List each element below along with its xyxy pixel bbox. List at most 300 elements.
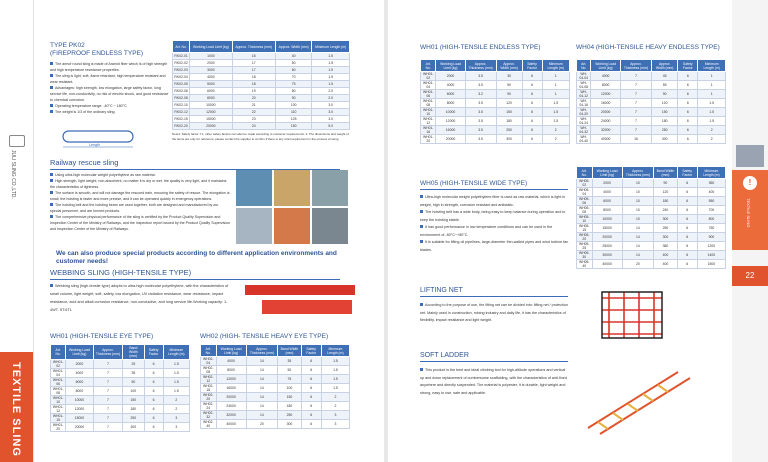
table-cell: WH-04-12 bbox=[577, 90, 591, 99]
table-cell: 24000 bbox=[591, 117, 620, 126]
table-header-row bbox=[51, 345, 190, 360]
right-edge-band bbox=[732, 0, 768, 462]
table-cell: 10 bbox=[622, 179, 654, 188]
table-cell: WH01-12 bbox=[51, 405, 66, 414]
table-cell: 300 bbox=[654, 233, 677, 242]
bullet-icon bbox=[420, 240, 423, 243]
bullet-icon bbox=[420, 368, 423, 371]
table-row bbox=[201, 420, 350, 429]
bullet-icon bbox=[420, 303, 423, 306]
table-cell: 400 bbox=[654, 251, 677, 260]
table-cell: 7 bbox=[93, 360, 123, 369]
table-row bbox=[173, 123, 350, 130]
wh02-title: WH02 (HIGH- TENSILE HEAVY EYE TYPE) bbox=[200, 333, 329, 340]
bullet-text: Using ultra-high molecular weight polyethylene as raw material. bbox=[55, 173, 156, 177]
table-row bbox=[173, 74, 350, 81]
table-cell: 1500 bbox=[697, 260, 725, 269]
bullet-icon bbox=[50, 191, 53, 194]
table-cell: 700 bbox=[697, 206, 725, 215]
table-cell: 17 bbox=[232, 60, 275, 67]
soft-ladder-section bbox=[420, 352, 570, 397]
table-cell: WH01-04 bbox=[51, 369, 66, 378]
lifting-net-description bbox=[420, 302, 570, 325]
table-cell: 6 bbox=[301, 411, 321, 420]
table-cell: 14 bbox=[622, 251, 654, 260]
company-name: JULI SLING CO.,LTD. bbox=[10, 150, 16, 199]
table-cell: 2 bbox=[321, 393, 349, 402]
table-cell: RK02-08 bbox=[174, 96, 188, 100]
lifting-net-text: According to the purpose of use, the lifting net can be divided into: lifting net / protection net. Mainly used in construction, mining industry and daily life, it has the characteristics of flexibility, impact resistance and light weight. bbox=[420, 303, 568, 322]
soft-ladder-description bbox=[420, 367, 570, 397]
table-row bbox=[577, 126, 726, 135]
bullet-icon bbox=[420, 210, 423, 213]
table-cell: 4000 bbox=[436, 81, 465, 90]
table-cell: 120 bbox=[654, 188, 677, 197]
pk02-subtitle: (FIREPROOF ENDLESS TYPE) bbox=[50, 50, 144, 57]
table-row bbox=[173, 95, 350, 102]
bullet-icon bbox=[420, 195, 423, 198]
bullet-text: The hoisting belt has a wide body, being easy to keep balance during operation and to keep the hoisting stable. bbox=[420, 210, 566, 222]
webbing-sling-image-1 bbox=[245, 285, 355, 295]
table-cell: 6 bbox=[677, 188, 697, 197]
table-cell: 14 bbox=[246, 411, 278, 420]
table-cell: 6 bbox=[678, 126, 698, 135]
table-cell: 6 bbox=[678, 135, 698, 144]
table-cell: 1000 bbox=[190, 53, 232, 60]
table-cell: 1.5 bbox=[542, 108, 570, 117]
table-cell: 150 bbox=[496, 108, 522, 117]
table-cell: 120 bbox=[496, 99, 522, 108]
side-category-strip bbox=[0, 352, 33, 462]
table-cell: WH-04-32 bbox=[577, 126, 591, 135]
table-cell: 2 bbox=[321, 402, 349, 411]
table-cell: 3.5 bbox=[465, 99, 496, 108]
diagram-length-label: Length bbox=[89, 143, 100, 147]
right-page bbox=[388, 0, 768, 462]
wh04-table bbox=[576, 59, 726, 144]
table-cell: 6 bbox=[522, 108, 542, 117]
table-cell: 15000 bbox=[66, 414, 93, 423]
rescue-photo-3 bbox=[312, 170, 348, 206]
bullet-icon bbox=[50, 74, 53, 77]
table-cell: WH05-40 bbox=[577, 260, 593, 269]
table-cell: 6 bbox=[677, 179, 697, 188]
table-cell: 3.5 bbox=[465, 81, 496, 90]
table-cell: WH02-24 bbox=[201, 402, 217, 411]
wh05-title: WH05 (HIGH-TENSILE WIDE TYPE) bbox=[420, 180, 528, 187]
bullet-text: It has good performance in low temperature conditions and can be used in the environment of -80°C~+80°C. bbox=[420, 225, 553, 237]
table-cell: 6 bbox=[678, 99, 698, 108]
table-row bbox=[201, 393, 350, 402]
table-row bbox=[51, 378, 190, 387]
bullet-item bbox=[420, 209, 570, 224]
table-cell: 4000 bbox=[591, 72, 620, 81]
table-cell: 120 bbox=[652, 99, 678, 108]
table-cell: 6 bbox=[522, 99, 542, 108]
webbing-description bbox=[50, 282, 235, 314]
table-cell: 2 bbox=[542, 126, 570, 135]
table-cell: 110 bbox=[275, 109, 312, 116]
table-row bbox=[577, 206, 726, 215]
table-cell: 18 bbox=[232, 81, 275, 88]
table-cell: 4000 bbox=[592, 188, 622, 197]
table-cell: 6 bbox=[522, 135, 542, 144]
table-row bbox=[577, 215, 726, 224]
table-cell: 7 bbox=[93, 378, 123, 387]
table-row bbox=[421, 81, 570, 90]
table-cell: 20000 bbox=[592, 233, 622, 242]
table-cell: RK02-12 bbox=[174, 110, 188, 114]
column-header: Art. No. bbox=[577, 167, 593, 179]
table-cell: 3.0 bbox=[312, 102, 350, 109]
table-cell: 90 bbox=[275, 95, 312, 102]
table-cell: 1.5 bbox=[312, 81, 350, 88]
edge-category-tab[interactable] bbox=[732, 170, 768, 250]
table-cell: 150 bbox=[123, 396, 144, 405]
column-header: Safety Factor bbox=[677, 167, 697, 179]
wh01-endless-section bbox=[420, 44, 570, 144]
bullet-icon bbox=[50, 104, 53, 107]
table-cell: RK02-01 bbox=[174, 54, 188, 58]
wh02-section bbox=[200, 333, 350, 429]
lifting-net-image bbox=[584, 286, 674, 342]
table-cell: 75 bbox=[278, 375, 301, 384]
table-cell: 7 bbox=[93, 414, 123, 423]
table-cell: 750 bbox=[697, 224, 725, 233]
table-row bbox=[173, 81, 350, 88]
table-cell: 380 bbox=[654, 242, 677, 251]
table-cell: 350 bbox=[697, 179, 725, 188]
column-header: Art. No. bbox=[201, 345, 217, 357]
rescue-title: Railway rescue sling bbox=[50, 158, 119, 167]
bullet-icon bbox=[50, 215, 53, 218]
table-cell: 1.5 bbox=[321, 375, 349, 384]
table-row bbox=[577, 99, 726, 108]
column-header: Safety Factor bbox=[144, 345, 163, 360]
table-cell: 22 bbox=[232, 109, 275, 116]
table-cell: 250 bbox=[652, 126, 678, 135]
table-cell: 100 bbox=[275, 102, 312, 109]
rescue-bullets bbox=[50, 172, 230, 232]
table-cell: 3.5 bbox=[465, 126, 496, 135]
table-cell: 35 bbox=[278, 357, 301, 366]
table-cell: 21 bbox=[232, 102, 275, 109]
table-row bbox=[577, 260, 726, 269]
table-cell: 300 bbox=[652, 135, 678, 144]
table-row bbox=[577, 108, 726, 117]
table-cell: 250 bbox=[654, 224, 677, 233]
table-cell: 40000 bbox=[591, 135, 620, 144]
wh01-endless-title: WH01 (HIGH-TENSILE ENDLESS TYPE) bbox=[420, 44, 541, 51]
webbing-title: WEBBING SLING (HIGH-TENSILE TYPE) bbox=[50, 268, 192, 277]
table-cell: 35 bbox=[123, 369, 144, 378]
table-cell: 180 bbox=[278, 402, 301, 411]
table-row bbox=[173, 53, 350, 60]
table-cell: 1.5 bbox=[312, 53, 350, 60]
wh02-table bbox=[200, 344, 350, 429]
table-cell: 7 bbox=[620, 72, 651, 81]
table-cell: 250 bbox=[496, 126, 522, 135]
table-row bbox=[577, 81, 726, 90]
edge-tab-label: TEXTILE SLING bbox=[746, 198, 751, 228]
table-cell: WH01-02 bbox=[421, 72, 436, 81]
table-cell: 1.5 bbox=[163, 360, 189, 369]
table-cell: 150 bbox=[652, 108, 678, 117]
column-header: Approx. Width (mm) bbox=[275, 41, 312, 53]
table-cell: WH05-04 bbox=[577, 188, 593, 197]
table-cell: 6 bbox=[677, 197, 697, 206]
table-cell: 80 bbox=[275, 88, 312, 95]
column-header: Working Load Limit (kg) bbox=[66, 345, 93, 360]
table-cell: 1.5 bbox=[321, 384, 349, 393]
table-cell: WH01-10 bbox=[51, 396, 66, 405]
table-cell: 900 bbox=[697, 233, 725, 242]
bullet-item bbox=[50, 190, 230, 202]
table-cell: 180 bbox=[652, 117, 678, 126]
table-cell: 2 bbox=[163, 396, 189, 405]
table-cell: 12000 bbox=[66, 405, 93, 414]
table-row bbox=[577, 117, 726, 126]
table-cell: 6 bbox=[678, 72, 698, 81]
table-cell: WH01-08 bbox=[421, 99, 436, 108]
column-header: Art. No. bbox=[51, 345, 66, 360]
table-cell: 2000 bbox=[592, 179, 622, 188]
table-cell: 10 bbox=[622, 197, 654, 206]
table-row bbox=[421, 90, 570, 99]
bullet-text: Advantages: high strength, low elongation, large safety factor, long service life, non-conductivity, no risk of electric shock, and good resistance to chemical corrosion. bbox=[50, 86, 169, 102]
table-cell: 10 bbox=[622, 206, 654, 215]
special-products-notice: We can also produce special products according to different application environments and customer needs! bbox=[56, 250, 337, 265]
table-cell: WH-04-20 bbox=[577, 108, 591, 117]
table-cell: 20000 bbox=[190, 123, 232, 130]
table-cell: WH-04-08 bbox=[577, 81, 591, 90]
left-side-band bbox=[0, 0, 34, 462]
table-row bbox=[201, 375, 350, 384]
table-row bbox=[201, 357, 350, 366]
table-row bbox=[577, 242, 726, 251]
table-row bbox=[173, 102, 350, 109]
table-cell: RK02-05 bbox=[174, 82, 188, 86]
table-cell: 6 bbox=[144, 423, 163, 432]
table-cell: 16 bbox=[620, 135, 651, 144]
table-cell: 10 bbox=[622, 188, 654, 197]
column-header: Working Load Limit (kg) bbox=[190, 41, 232, 53]
pk02-spec-table bbox=[172, 40, 350, 130]
table-cell: 6 bbox=[144, 378, 163, 387]
soft-ladder-title: SOFT LADDER bbox=[420, 352, 469, 359]
table-cell: 7 bbox=[620, 99, 651, 108]
table-cell: WH01-20 bbox=[51, 423, 66, 432]
table-cell: 40 bbox=[275, 53, 312, 60]
table-row bbox=[421, 108, 570, 117]
table-cell: 1 bbox=[542, 72, 570, 81]
column-header: Approx. Thickness (mm) bbox=[620, 60, 651, 72]
table-cell: 6 bbox=[522, 81, 542, 90]
table-cell: 6000 bbox=[190, 88, 232, 95]
table-cell: 6 bbox=[677, 233, 697, 242]
wh05-table-wrap bbox=[576, 166, 726, 269]
table-cell: 1.5 bbox=[542, 117, 570, 126]
table-cell: 1 bbox=[542, 90, 570, 99]
table-row bbox=[421, 126, 570, 135]
rescue-photo-6 bbox=[312, 208, 348, 244]
net-grid-icon bbox=[584, 286, 674, 342]
table-cell: 25 bbox=[123, 360, 144, 369]
table-cell: 12000 bbox=[190, 109, 232, 116]
table-cell: 8000 bbox=[592, 206, 622, 215]
table-cell: 2 bbox=[698, 135, 726, 144]
table-cell: RK02-15 bbox=[174, 117, 188, 121]
table-cell: 6 bbox=[677, 206, 697, 215]
table-cell: 300 bbox=[278, 420, 301, 429]
bullet-text: The surface is smooth, and will not damage the rescued train, ensuring the safety of rescue. The elongation is small, the hoisting is faster and more precise, and it can be operated quickly in emergency operations. bbox=[50, 191, 230, 201]
table-cell: 3.5 bbox=[465, 117, 496, 126]
table-cell: 12000 bbox=[216, 375, 246, 384]
table-row bbox=[577, 72, 726, 81]
table-cell: 1.5 bbox=[312, 60, 350, 67]
table-cell: 6 bbox=[522, 126, 542, 135]
bullet-text: Ultra-high molecular weight polyethylene fiber is used as raw material, which is light in weight, high in strength, corrosion resistant and antistatic. bbox=[420, 195, 566, 207]
table-cell: WH05-08 bbox=[577, 206, 593, 215]
table-cell: 75 bbox=[275, 81, 312, 88]
table-cell: 100 bbox=[123, 387, 144, 396]
table-cell: WH05-02 bbox=[577, 179, 593, 188]
bullet-item bbox=[50, 178, 230, 190]
table-cell: WH02-40 bbox=[201, 420, 217, 429]
table-cell: 16000 bbox=[436, 126, 465, 135]
table-cell: 32000 bbox=[591, 126, 620, 135]
bullet-text: Operating temperature range: -40°C ~ 180°C bbox=[55, 104, 127, 108]
table-cell: 90 bbox=[652, 90, 678, 99]
wh01-endless-table bbox=[420, 59, 570, 144]
table-cell: 800 bbox=[697, 215, 725, 224]
table-cell: 4000 bbox=[66, 369, 93, 378]
table-cell: 6 bbox=[677, 215, 697, 224]
table-row bbox=[201, 411, 350, 420]
table-cell: 24000 bbox=[216, 402, 246, 411]
table-cell: 2 bbox=[698, 126, 726, 135]
column-header: Band Width (mm) bbox=[654, 167, 677, 179]
table-cell: 50 bbox=[496, 81, 522, 90]
table-cell: 14 bbox=[622, 242, 654, 251]
bullet-icon bbox=[50, 284, 53, 287]
edge-thumbnail bbox=[736, 145, 764, 167]
table-cell: 7 bbox=[620, 126, 651, 135]
bullet-item bbox=[50, 214, 230, 232]
table-cell: 250 bbox=[278, 411, 301, 420]
table-cell: 14 bbox=[622, 233, 654, 242]
table-cell: 400 bbox=[654, 260, 677, 269]
column-header: Working Load Limit (kg) bbox=[592, 167, 622, 179]
table-cell: 7 bbox=[620, 108, 651, 117]
table-cell: 1.5 bbox=[312, 67, 350, 74]
table-cell: WH01-06 bbox=[421, 90, 436, 99]
table-row bbox=[201, 366, 350, 375]
column-header: Minimum Length (m) bbox=[312, 41, 350, 53]
table-cell: 6 bbox=[144, 387, 163, 396]
table-cell: 1 bbox=[698, 90, 726, 99]
table-cell: 7 bbox=[620, 90, 651, 99]
column-header: Approx. Thickness (mm) bbox=[246, 345, 278, 357]
rescue-section bbox=[50, 158, 380, 170]
webbing-text: Webbing sling (high-tensile type) adopts to ultra-high molecular polyethylene, with the characteristics of small volume, light weight, soft, safety, low elongation, UV radiation resistance, wear resistance, impact resistance, acid and alkali corrosion resistance, non-conductive, and long service life.Working capacity: 1-4WT. ST:6T1 bbox=[50, 284, 229, 312]
lifting-net-section bbox=[420, 287, 570, 325]
bullet-text: The comprehensive physical performance of the sling is certified by the Product Quality Supervision and Inspection Center of the Ministry of Railways, and the inspection report issued by the Product Quality Supervision and Inspection Center of the Ministry of Railways. bbox=[50, 215, 230, 231]
table-cell: 20000 bbox=[216, 393, 246, 402]
side-category-label: TEXTILE SLING bbox=[10, 362, 22, 457]
table-cell: 150 bbox=[278, 393, 301, 402]
table-row bbox=[577, 251, 726, 260]
table-cell: 6 bbox=[301, 357, 321, 366]
bullet-icon bbox=[50, 62, 53, 65]
rescue-photo-4 bbox=[236, 208, 272, 244]
table-cell: 400 bbox=[697, 188, 725, 197]
table-cell: 50 bbox=[275, 60, 312, 67]
column-header: Approx. Thickness (mm) bbox=[232, 41, 275, 53]
table-cell: 90 bbox=[496, 90, 522, 99]
bullet-icon bbox=[50, 86, 53, 89]
bullet-icon bbox=[420, 225, 423, 228]
table-cell: 1.5 bbox=[312, 74, 350, 81]
table-cell: RK02-04 bbox=[174, 75, 188, 79]
table-cell: 14 bbox=[246, 366, 278, 375]
table-row bbox=[173, 60, 350, 67]
table-cell: 2000 bbox=[190, 60, 232, 67]
table-cell: 30000 bbox=[592, 251, 622, 260]
table-cell: WH01-10 bbox=[421, 108, 436, 117]
pk02-section bbox=[50, 42, 170, 115]
table-cell: 10000 bbox=[436, 108, 465, 117]
table-cell: 32000 bbox=[216, 411, 246, 420]
table-cell: WH05-15 bbox=[577, 224, 593, 233]
bullet-icon bbox=[50, 173, 53, 176]
pk02-diagram bbox=[55, 128, 155, 150]
table-row bbox=[201, 402, 350, 411]
table-row bbox=[51, 360, 190, 369]
table-cell: 240 bbox=[654, 206, 677, 215]
table-cell: 7 bbox=[93, 369, 123, 378]
table-cell: 1.5 bbox=[698, 117, 726, 126]
table-cell: 6 bbox=[144, 414, 163, 423]
table-cell: 125 bbox=[275, 116, 312, 123]
table-cell: WH01-16 bbox=[421, 126, 436, 135]
lifting-net-title: LIFTING NET bbox=[420, 287, 463, 294]
table-cell: 8000 bbox=[66, 387, 93, 396]
table-row bbox=[577, 233, 726, 242]
table-cell: 6 bbox=[522, 72, 542, 81]
table-cell: WH01-20 bbox=[421, 135, 436, 144]
wh01-eye-table bbox=[50, 344, 190, 432]
table-cell: WH05-30 bbox=[577, 251, 593, 260]
rescue-photo-2 bbox=[274, 170, 310, 206]
table-header-row bbox=[577, 167, 726, 179]
bullet-item bbox=[420, 224, 570, 239]
webbing-section bbox=[50, 268, 380, 280]
table-cell: 20000 bbox=[591, 108, 620, 117]
table-cell: 1.5 bbox=[321, 366, 349, 375]
table-cell: 6 bbox=[301, 420, 321, 429]
table-cell: 24 bbox=[232, 123, 275, 130]
table-cell: 6 bbox=[678, 117, 698, 126]
table-cell: 12000 bbox=[591, 90, 620, 99]
table-cell: 20000 bbox=[436, 135, 465, 144]
table-cell: 10000 bbox=[190, 102, 232, 109]
table-cell: WH02-08 bbox=[201, 366, 217, 375]
column-header: Band Width (mm) bbox=[278, 345, 301, 357]
table-cell: RK02-10 bbox=[174, 103, 188, 107]
table-row bbox=[577, 224, 726, 233]
table-cell: 300 bbox=[654, 215, 677, 224]
